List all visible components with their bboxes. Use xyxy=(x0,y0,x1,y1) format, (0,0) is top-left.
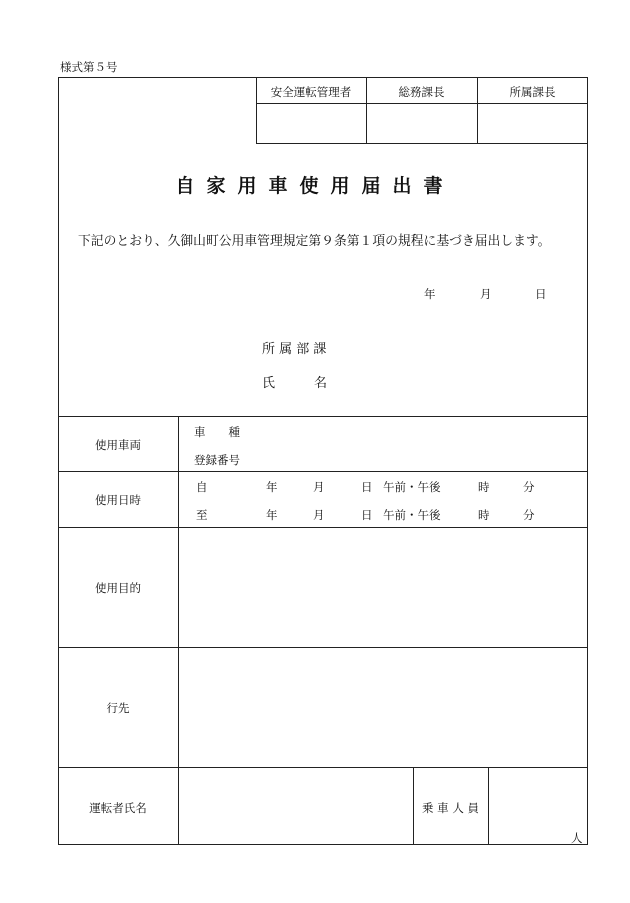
vehicle-type-field[interactable] xyxy=(260,420,580,442)
passengers-label: 乗 車 人 員 xyxy=(422,801,479,815)
vehicle-type-label: 車 種 xyxy=(194,425,240,439)
row-separator-3 xyxy=(58,647,588,648)
purpose-row-label: 使用目的 xyxy=(95,581,141,595)
declaration-text: 下記のとおり、久御山町公用車管理規定第９条第１項の規程に基づき届出します。 xyxy=(78,234,551,249)
from-label: 自 xyxy=(196,480,208,494)
driver-row-divider-2 xyxy=(488,767,489,845)
row-separator-4 xyxy=(58,767,588,768)
passengers-unit-label: 人 xyxy=(571,831,583,845)
purpose-field[interactable] xyxy=(180,529,586,646)
date-month-label: 月 xyxy=(480,287,492,301)
from-hour-label: 時 xyxy=(478,480,490,494)
destination-field[interactable] xyxy=(180,649,586,766)
applicant-name-field[interactable] xyxy=(350,368,570,390)
row-separator-1 xyxy=(58,471,588,472)
approval-header-section-chief: 所属課長 xyxy=(509,85,556,99)
to-year-label: 年 xyxy=(266,508,278,522)
approval-stamp-safety-manager[interactable] xyxy=(257,104,366,143)
to-day-label: 日 xyxy=(361,508,373,522)
table-top-border xyxy=(58,416,588,417)
driver-name-label: 運転者氏名 xyxy=(89,801,147,815)
approval-header-general-affairs-chief: 総務課長 xyxy=(398,85,445,99)
from-day-label: 日 xyxy=(361,480,373,494)
applicant-name-label: 氏 名 xyxy=(262,376,328,391)
date-year-label: 年 xyxy=(424,287,436,301)
document-title: 自家用車使用届出書 xyxy=(175,175,455,197)
date-day-label: 日 xyxy=(535,287,547,301)
row-separator-2 xyxy=(58,527,588,528)
to-month-label: 月 xyxy=(313,508,325,522)
vehicle-row-label: 使用車両 xyxy=(95,438,141,452)
from-year-label: 年 xyxy=(266,480,278,494)
driver-name-field[interactable] xyxy=(180,769,412,844)
approval-border-bottom xyxy=(256,143,588,144)
from-ampm-label: 午前・午後 xyxy=(383,480,441,494)
form-number: 様式第５号 xyxy=(60,60,118,74)
approval-stamp-general-affairs-chief[interactable] xyxy=(367,104,477,143)
from-month-label: 月 xyxy=(313,480,325,494)
to-label: 至 xyxy=(196,508,208,522)
registration-number-field[interactable] xyxy=(260,447,580,469)
approval-header-safety-manager: 安全運転管理者 xyxy=(270,85,352,99)
department-field[interactable] xyxy=(350,334,570,356)
label-column-divider xyxy=(178,416,179,845)
to-hour-label: 時 xyxy=(478,508,490,522)
registration-number-label: 登録番号 xyxy=(194,453,240,467)
datetime-row-label: 使用日時 xyxy=(95,493,141,507)
destination-row-label: 行先 xyxy=(106,701,130,715)
approval-stamp-section-chief[interactable] xyxy=(478,104,587,143)
to-minute-label: 分 xyxy=(523,508,535,522)
to-ampm-label: 午前・午後 xyxy=(383,508,441,522)
from-minute-label: 分 xyxy=(523,480,535,494)
department-label: 所 属 部 課 xyxy=(262,342,327,357)
